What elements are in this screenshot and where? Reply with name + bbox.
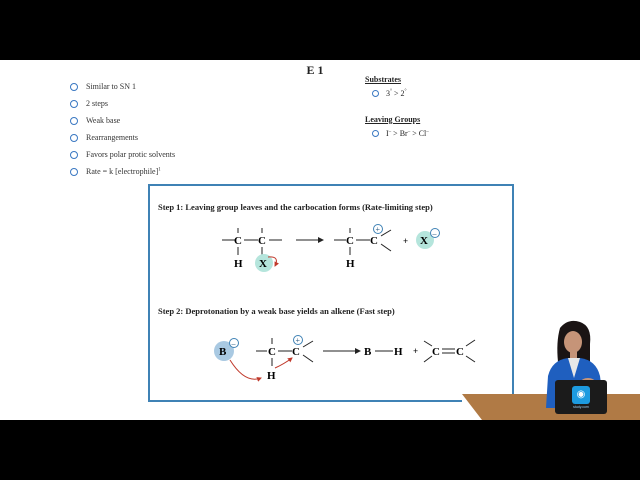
eye-logo-icon: ◉ xyxy=(572,386,590,404)
laptop-brand-text: study.com xyxy=(573,405,589,409)
list-item-text: Rearrangements xyxy=(86,133,138,142)
step1-heading: Step 1: Leaving group leaves and the carbocation forms (Rate-limiting step) xyxy=(158,202,433,212)
svg-text:+: + xyxy=(295,336,301,345)
circle-bullet-icon xyxy=(372,90,379,97)
slide xyxy=(0,60,640,420)
carbon-atom: C xyxy=(456,346,464,358)
base-atom: B xyxy=(364,346,372,358)
carbon-atom: C xyxy=(432,346,440,358)
circle-bullet-icon xyxy=(70,151,78,159)
base-atom: B xyxy=(219,346,227,358)
hydrogen-atom: H xyxy=(267,370,276,382)
rate-law: Rate = k [electrophile]$^1$ xyxy=(86,167,161,176)
list-item xyxy=(70,78,175,95)
carbon-atom: C xyxy=(346,235,354,247)
circle-bullet-icon xyxy=(70,134,78,142)
carbocation-product xyxy=(334,225,391,271)
mechanism-scheme xyxy=(150,186,512,400)
substrate-order: 3° > 2° xyxy=(386,89,407,98)
slide-title: E 1 xyxy=(306,63,324,77)
circle-bullet-icon xyxy=(372,130,379,137)
list-item xyxy=(70,112,175,129)
list-item-text: Weak base xyxy=(86,116,121,125)
electron-pushing-arrow-icon xyxy=(275,358,292,368)
list-item-text: Similar to SN 1 xyxy=(86,82,137,91)
circle-bullet-icon xyxy=(70,100,78,108)
hydrogen-atom: H xyxy=(394,346,403,358)
hydrogen-atom: H xyxy=(346,258,355,270)
alkene-product xyxy=(424,340,475,362)
list-item xyxy=(70,95,175,112)
electron-pushing-arrow-icon xyxy=(230,360,261,379)
substrates-heading: Substrates xyxy=(365,75,402,84)
svg-text:+: + xyxy=(375,225,381,234)
carbocation-atom: C xyxy=(292,346,300,358)
properties-list xyxy=(70,78,175,180)
weak-base xyxy=(214,339,261,380)
mechanism-box xyxy=(148,184,514,402)
leaving-groups-heading: Leaving Groups xyxy=(365,115,421,124)
leaving-group-atom: X xyxy=(259,258,267,270)
step2-reactant xyxy=(256,336,313,383)
leaving-groups-section xyxy=(365,115,429,138)
plus-sign: + xyxy=(403,236,409,246)
plus-sign: + xyxy=(413,346,419,356)
list-item-text: 2 steps xyxy=(86,99,108,108)
list-item xyxy=(70,129,175,146)
svg-text:–: – xyxy=(432,229,437,238)
step1-reactant xyxy=(222,228,282,272)
leaving-group-atom: X xyxy=(420,235,428,247)
carbon-atom: C xyxy=(258,235,266,247)
laptop xyxy=(555,380,607,414)
carbon-atom: C xyxy=(234,235,242,247)
hydrogen-atom: H xyxy=(234,258,243,270)
list-item xyxy=(70,146,175,163)
substrates-section xyxy=(365,75,407,98)
list-item-text: Favors polar protic solvents xyxy=(86,150,176,159)
svg-text:–: – xyxy=(231,339,236,348)
leaving-group-anion xyxy=(416,229,440,250)
leaving-group-order: I– > Br– > Cl– xyxy=(386,129,429,138)
circle-bullet-icon xyxy=(70,168,78,176)
carbon-atom: C xyxy=(268,346,276,358)
circle-bullet-icon xyxy=(70,117,78,125)
carbocation-atom: C xyxy=(370,235,378,247)
protonated-base-product xyxy=(364,346,403,358)
circle-bullet-icon xyxy=(70,83,78,91)
step2-heading: Step 2: Deprotonation by a weak base yields an alkene (Fast step) xyxy=(158,306,395,316)
list-item xyxy=(70,163,175,180)
